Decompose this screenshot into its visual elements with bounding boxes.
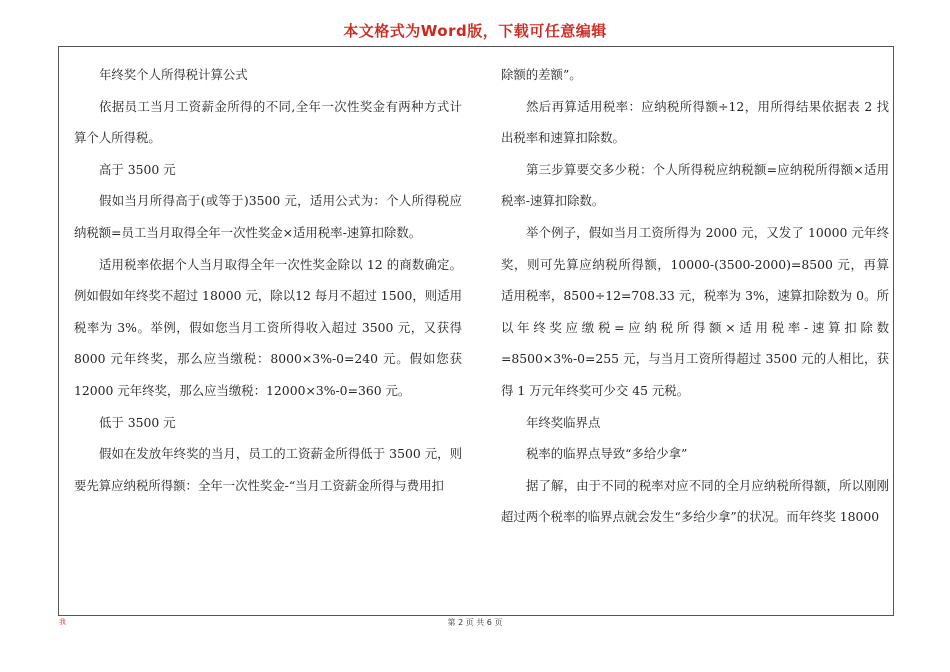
subheading-tax-rate-critical: 税率的临界点导致“多给少拿” — [526, 446, 688, 462]
page-number: 第 2 页 共 6 页 — [447, 618, 503, 627]
paragraph: 假如在发放年终奖的当月，员工的工资薪金所得低于 3500 元，则要先算应纳税所得额：全年一次性奖金-“当月工资薪金所得与费用扣 — [74, 446, 462, 493]
subheading-below-3500: 低于 3500 元 — [99, 414, 176, 430]
paragraph: 据了解，由于不同的税率对应不同的全月应纳税所得额，所以刚刚超过两个税率的临界点就会发生“多给少拿”的状况。而年终奖 18000 — [501, 477, 889, 525]
paragraph: 举个例子，假如当月工资所得为 2000 元，又发了 10000 元年终奖，则可先算应纳税所得额，10000-(3500-2000)=8500 元，再算适用税率，8500÷12=708.33 元，税率为 3%，速算扣除数为 0。所以年终奖应缴税=应纳税所得额×适用税率-速算扣除数=8500×3%-0=255 元，与当月工资所得超过 3500 元的人相比，获得 1 万元年终奖可少交 45 元税。 — [501, 224, 889, 398]
subheading-critical-point: 年终奖临界点 — [526, 414, 601, 430]
paragraph: 假如当月所得高于(或等于)3500 元，适用公式为：个人所得税应纳税额=员工当月取得全年一次性奖金×适用税率-速算扣除数。 — [74, 193, 462, 240]
word-format-banner: 本文格式为Word版，下载可任意编辑 — [343, 22, 607, 40]
paragraph: 然后再算适用税率：应纳税所得额÷12，用所得结果依据表 2 找出税率和速算扣除数。 — [501, 98, 889, 146]
right-text-column — [501, 59, 889, 533]
paragraph-continuation: 除额的差额”。 — [501, 67, 582, 82]
paragraph: 第三步算要交多少税：个人所得税应纳税额=应纳税所得额×适用税率-速算扣除数。 — [501, 161, 889, 209]
paragraph: 依据员工当月工资薪金所得的不同,全年一次性奖金有两种方式计算个人所得税。 — [74, 98, 462, 146]
paragraph: 适用税率依据个人当月取得全年一次性奖金除以 12 的商数确定。例如假如年终奖不超过 18000 元，除以12 每月不超过 1500，则适用税率为 3%。举例，假如您当月工资所得收入超过 3500 元，又获得 8000 元年终奖，那么应当缴税：8000×3%-0=240 元。假如您获 12000 元年终奖，那么应当缴税：12000×3%-0=360 元。 — [74, 256, 462, 398]
corner-mark: 我 — [59, 618, 66, 626]
section-title: 年终奖个人所得税计算公式 — [99, 67, 248, 82]
subheading-above-3500: 高于 3500 元 — [99, 161, 176, 177]
left-text-column — [74, 59, 462, 501]
